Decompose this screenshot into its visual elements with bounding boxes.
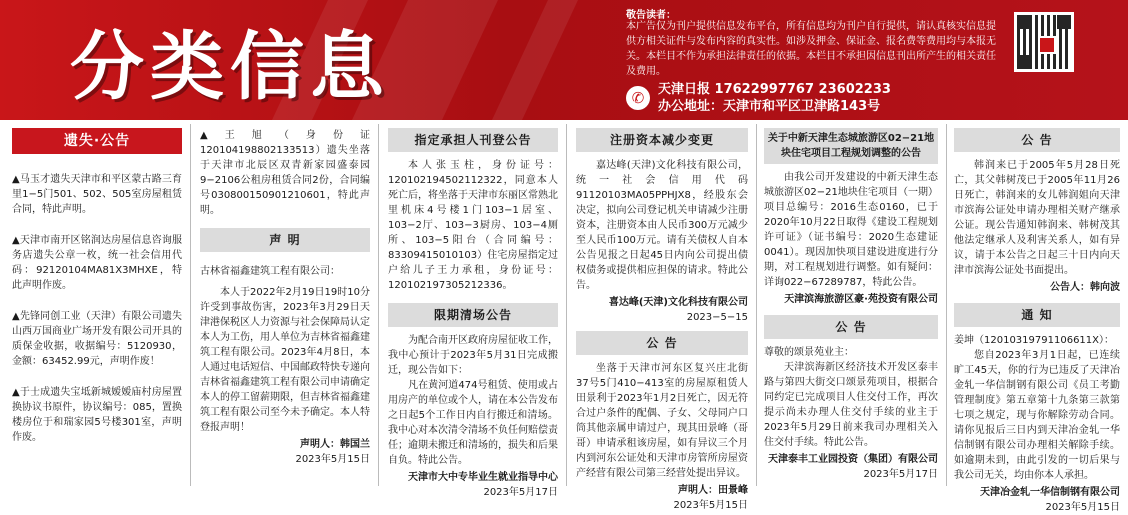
clearance-signature: 天津市大中专毕业生就业指导中心 [408,472,558,483]
statement-signature: 声明人：韩国兰 [300,439,370,450]
list-item: ▲王旭（身份证120104198802133513）遗失坐落于天津市北辰区双青新家园盛泰园9−2106公租房租赁合同2份，合同编号030800150901210601，特此声明。 [200,130,370,216]
column-divider [756,124,757,486]
dismissal-notice-heading: 通 知 [954,303,1120,327]
planning-adjustment-heading: 关于中新天津生态城旅游区02−21地块住宅项目工程规划调整的公告 [764,128,938,164]
phone-icon: ✆ [626,86,650,110]
clearance-body: 凡在黄河道474号租赁、使用或占用房产的单位或个人，请在本公告发布之日起5个工作日内自行搬迁和清场。我中心对本次清令清场不负任何赔偿责任；逾期未搬迁和清场的，损失和后果自负。特此公告。 [388,380,558,466]
designated-tenant-body: 本人张玉柱，身份证号：120102194502112322，同意本人死亡后，将坐落于天津市东丽区常熟北里机床4号楼1门103−1居室、103−2厅、103−3厨房、103−4厕所、103−5阳台（合同编号：83309415010103）住宅房屋指定过户给儿子王力承租，身份证号：120102197305212336。 [388,160,558,291]
list-item: ▲马玉才遗失天津市和平区蒙古路三育里1−5门501、502、505室房屋租赁合同，特此声明。 [12,174,182,215]
capital-reduction-date: 2023−5−15 [686,312,748,323]
designated-tenant-heading: 指定承担人刊登公告 [388,128,558,152]
handover-body: 天津滨海新区经济技术开发区泰丰路与第四大街交口颂景苑项目，根据合同约定已完成项目人住交付工作，再次提示尚未办理人住交付手续的业主于2023年5月29日前来我司办理相关入住交付手续。特此公告。 [764,362,938,448]
handover-date: 2023年5月17日 [863,469,938,480]
contact-phone: 天津日报 17622997767 23602233 [658,82,891,97]
column-divider [946,124,947,486]
handover-addressee: 尊敬的颂景苑业主： [764,347,854,358]
notice-heading: 公 告 [576,331,748,355]
planning-adjustment-signature: 天津滨海旅游区豪·苑投资有限公司 [784,294,938,305]
dismissal-signature: 天津冶金轧一华信制钢有限公司 [980,487,1120,498]
column-divider [378,124,379,486]
statement-body: 本人于2022年2月19日19时10分许受到事故伤害，2023年3月29日天津港保税区人力资源与社会保障局认定本人为工伤，用人单位为吉林省福鑫建筑工程有限公司。2023年4月8日，本人通过电话短信、中国邮政特快专递向吉林省福鑫建筑工程有限公司申请确定本人的停工留薪期限，但吉林省福鑫建筑工程有限公司至今未予确定。本人特登报声明！ [200,287,370,433]
column-inheritance [954,128,1120,513]
column-designated-tenant [388,128,558,498]
lost-notice-heading: 遗失·公告 [12,128,182,154]
clearance-intro: 为配合南开区政府房屋征收工作，我中心预计于2023年5月31日完成搬迁，现公告如下： [388,335,558,376]
notice-date: 2023年5月15日 [673,500,748,511]
notice-body: 坐落于天津市河东区复兴庄北街37号5门410−413室的房屋原租赁人田景利于2023年1月2日死亡，因无符合过户条件的配偶、子女、父母同户口筒其他亲属申请过户，现其田景峰（哥哥）申请承租该房屋，如有异议三个月内到河东公证处和天津市房管所房屋资产经营有限公司第三经营处提出异议。 [576,363,748,479]
list-item: ▲于士成遗失宝坻新城嫒嫒庙村房屋置换协议书原件，协议编号：085，置换楼房位于和瑞家园5号楼301室，声明作废。 [12,387,182,443]
statement-date: 2023年5月15日 [295,454,370,465]
clearance-date: 2023年5月17日 [483,487,558,498]
column-divider [190,124,191,486]
capital-reduction-signature: 喜达峰(天津)文化科技有限公司 [608,297,748,308]
contact-address: 办公地址：天津市和平区卫津路143号 [658,99,881,114]
section-title: 分类信息 [70,24,390,110]
handover-notice-heading: 公 告 [764,315,938,339]
notice-heading: 敬告读者： [626,10,676,21]
inheritance-heading: 公 告 [954,128,1120,152]
notice-signature: 声明人：田景峰 [678,485,748,496]
column-lost-notices [12,128,182,484]
column-statement [200,128,370,484]
qr-code-icon [1014,12,1074,72]
handover-signature: 天津泰丰工业园投资（集团）有限公司 [768,454,938,465]
column-capital-reduction [576,128,748,511]
statement-heading: 声 明 [200,228,370,252]
statement-addressee: 古林省福鑫建筑工程有限公司： [200,266,340,277]
header-banner [0,0,1128,120]
column-divider [566,124,567,486]
capital-reduction-heading: 注册资本减少变更 [576,128,748,152]
logo-icon [1038,36,1056,54]
dismissal-date: 2023年5月15日 [1045,502,1120,513]
banner-decoration [492,0,578,120]
capital-reduction-body: 嘉达峰(天津)文化科技有限公司，统一社会信用代码91120103MA05PPHJX8，经股东会决定，拟向公司登记机关申请减少注册资本，注册资本由人民币300万元减少至人民币100万元。请有关债权人自本公告见报之日起45日内向公司提出债权债务或提供相应担保的请求。特此公告。 [576,160,748,291]
clearance-heading: 限期清场公告 [388,303,558,327]
inheritance-body: 韩润来已于2005年5月28日死亡，其父韩树茂已于2005年11月26日死亡，韩润来的女儿韩润姐向天津市滨海公证处申请办理相关财产继承公证。现公告通知韩润来、韩树茂其他法定继承人及利害关系人，如有异议，请于本公告之日起三十日内向天津市滨海公证处书面提出。 [954,160,1120,276]
planning-adjustment-body: 由我公司开发建设的中新天津生态城旅游区02−21地块住宅项目（一期）项目总编号：2016生态0160，已于2020年10月22日取得《建设工程规划许可证》（证书编号：2020生态建证0041）。现因加快项目建设进度进行分期，对工程规划进行调整。如有疑问：详询022−67289787，特此公告。 [764,172,938,288]
notice-text: 本广告仅为刊户提供信息发布平台，所有信息均为刊户自行提供，请认真核实信息提供方相关证件与发布内容的真实性。如涉及押金、保证金、报名费等费用均与本报无关。本栏目不作为承担法律责任的依据。本栏目不承担因信息刊出所产生的相关责任及费用。 [626,21,996,77]
inheritance-signature: 公告人：韩向波 [1050,282,1120,293]
dismissal-addressee: 姜坤（120103197911066​11X）： [954,335,1115,346]
dismissal-body: 您自2023年3月1日起，已连续旷工45天，你的行为已违反了天津冶金轧一华信制钢有限公司《员工考勤管理制度》第五章第十九条第三款第七项之规定，现与你解除劳动合同。请你见报后三日内到天津冶金轧一华信制钢有限公司办理相关解除手续。如逾期未到，由此引发的一切后果与我公司无关，均由你本人承担。 [954,350,1120,481]
column-planning-adjustment [764,128,938,484]
list-item: ▲天津市南开区铭润达房屋信息咨询服务店遗失公章一枚，统一社会信用代码：92120104MA81X3MHXE，特此声明作废。 [12,235,182,291]
contact-block [626,81,891,115]
list-item: ▲先锋同创工业（天津）有限公司遗失山西万国商业广场开发有限公司开具的质保金收据，收据编号：5120930，金额：63452.99元，声明作废！ [12,311,182,367]
